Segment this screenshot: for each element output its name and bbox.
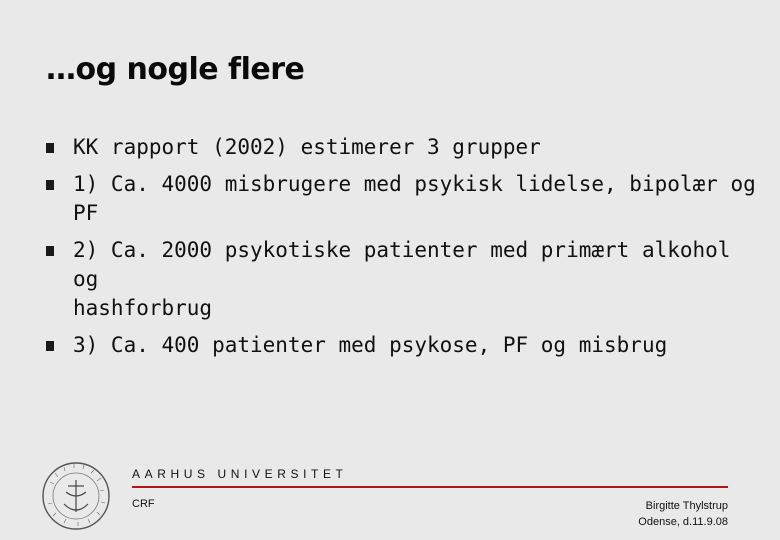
bullet-list: [46, 133, 756, 368]
university-name: AARHUS UNIVERSITET: [132, 467, 348, 481]
slide-title: …og nogle flere: [46, 52, 305, 87]
bullet-item: [46, 331, 756, 360]
bullet-marker-icon: [46, 143, 54, 153]
bullet-text-continued: PF: [73, 201, 99, 225]
bullet-text: 2) Ca. 2000 psykotiske patienter med primært alkohol og: [73, 238, 731, 291]
bullet-marker-icon: [46, 180, 54, 190]
bullet-marker-icon: [46, 246, 54, 256]
footer-divider: [132, 486, 728, 488]
author-block: [638, 498, 728, 530]
university-seal-icon: [40, 460, 112, 532]
unit-label: CRF: [132, 498, 155, 510]
bullet-item: [46, 133, 756, 162]
bullet-text: KK rapport (2002) estimerer 3 grupper: [73, 135, 541, 159]
author-name: Birgitte Thylstrup: [645, 500, 728, 512]
bullet-text-continued: hashforbrug: [73, 296, 213, 320]
bullet-text: 3) Ca. 400 patienter med psykose, PF og misbrug: [73, 333, 668, 357]
bullet-text: 1) Ca. 4000 misbrugere med psykisk lidelse, bipolær og: [73, 172, 756, 196]
bullet-marker-icon: [46, 341, 54, 351]
place-date: Odense, d.11.9.08: [638, 516, 728, 528]
bullet-item: [46, 170, 756, 228]
bullet-item: [46, 236, 756, 323]
